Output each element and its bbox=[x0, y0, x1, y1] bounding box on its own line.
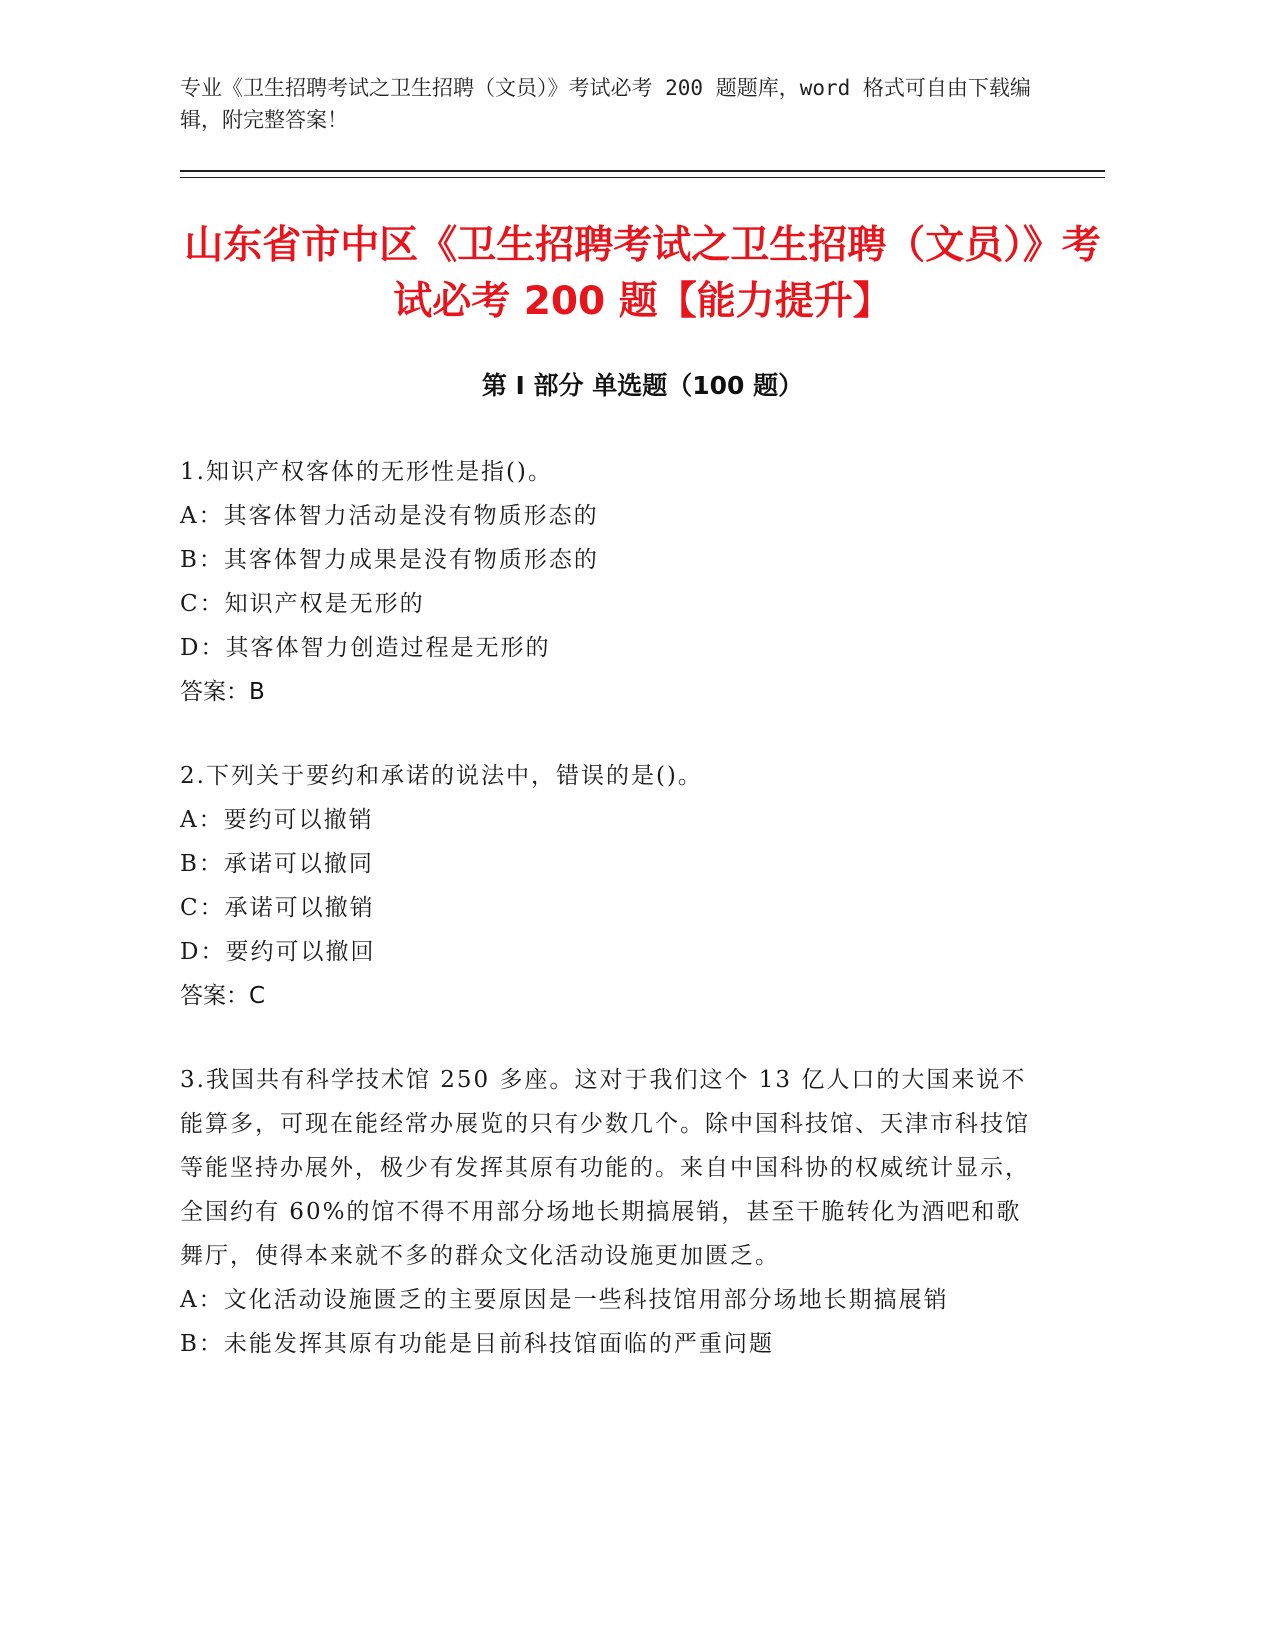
question-stem: 2.下列关于要约和承诺的说法中，错误的是()。 bbox=[180, 763, 703, 789]
header-divider-thin bbox=[180, 177, 1105, 178]
option-a: A：其客体智力活动是没有物质形态的 bbox=[180, 503, 599, 529]
question-1 bbox=[180, 450, 1040, 714]
question-stem: 1.知识产权客体的无形性是指()。 bbox=[180, 459, 553, 485]
section-heading: 第 I 部分 单选题（100 题） bbox=[481, 371, 804, 400]
question-list bbox=[180, 450, 1040, 1406]
option-d: D：其客体智力创造过程是无形的 bbox=[180, 635, 551, 661]
option-c: C：知识产权是无形的 bbox=[180, 591, 425, 617]
option-d: D：要约可以撤回 bbox=[180, 939, 376, 965]
answer: 答案：C bbox=[180, 983, 266, 1009]
header-divider-thick bbox=[180, 170, 1105, 172]
document-title: 山东省市中区《卫生招聘考试之卫生招聘（文员）》考试必考 200 题【能力提升】 bbox=[184, 223, 1101, 324]
option-a: A：文化活动设施匮乏的主要原因是一些科技馆用部分场地长期搞展销 bbox=[180, 1287, 949, 1313]
question-3 bbox=[180, 1058, 1040, 1366]
option-b: B：其客体智力成果是没有物质形态的 bbox=[180, 547, 599, 573]
answer: 答案：B bbox=[180, 679, 265, 705]
option-c: C：承诺可以撤销 bbox=[180, 895, 375, 921]
question-stem: 3.我国共有科学技术馆 250 多座。这对于我们这个 13 亿人口的大国来说不能算多，可现在能经常办展览的只有少数几个。除中国科技馆、天津市科技馆等能坚持办展外，极少有发挥其原有功能的。来自中国科协的权威统计显示，全国约有 60%的馆不得不用部分场地长期搞展销，甚至干脆转化为酒吧和歌舞厅，使得本来就不多的群众文化活动设施更加匮乏。 bbox=[180, 1067, 1030, 1269]
header-note: 专业《卫生招聘考试之卫生招聘（文员）》考试必考 200 题题库，word 格式可自由下载编辑，附完整答案！ bbox=[180, 76, 1031, 132]
option-b: B：未能发挥其原有功能是目前科技馆面临的严重问题 bbox=[180, 1331, 774, 1357]
option-b: B：承诺可以撤同 bbox=[180, 851, 374, 877]
option-a: A：要约可以撤销 bbox=[180, 807, 374, 833]
question-2 bbox=[180, 754, 1040, 1018]
